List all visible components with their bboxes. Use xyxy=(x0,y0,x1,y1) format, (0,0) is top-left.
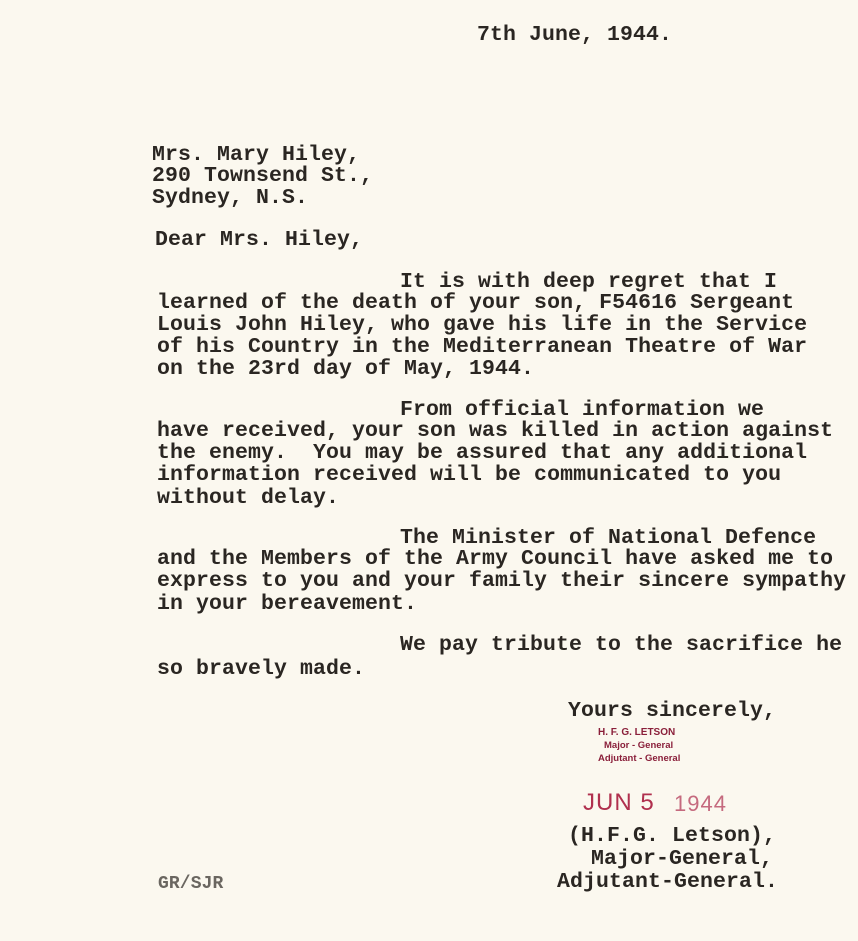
body-line: express to you and your family their sincere sympathy xyxy=(157,569,847,593)
body-line: learned of the death of your son, F54616 Sergeant xyxy=(157,291,795,315)
body-line: so bravely made. xyxy=(157,657,366,681)
body-line: the enemy. You may be assured that any additional xyxy=(157,441,808,465)
address-line: Sydney, N.S. xyxy=(152,186,309,210)
salutation: Dear Mrs. Hiley, xyxy=(155,228,364,252)
body-line: on the 23rd day of May, 1944. xyxy=(157,357,535,381)
stamp-rank: Major - General xyxy=(604,740,674,751)
body-line: The Minister of National Defence xyxy=(400,526,817,550)
signature-title: Adjutant-General. xyxy=(557,870,779,894)
reference-initials: GR/SJR xyxy=(158,874,224,894)
stamp-year: 1944 xyxy=(674,791,727,816)
address-line: 290 Townsend St., xyxy=(152,164,374,188)
body-line: information received will be communicated to you xyxy=(157,463,782,487)
letter-date: 7th June, 1944. xyxy=(477,23,673,47)
stamp-title: Adjutant - General xyxy=(598,753,681,764)
body-line: It is with deep regret that I xyxy=(400,270,778,294)
closing: Yours sincerely, xyxy=(568,699,777,723)
body-line: of his Country in the Mediterranean Theatre of War xyxy=(157,335,808,359)
body-line: have received, your son was killed in action against xyxy=(157,419,834,443)
signature-name: (H.F.G. Letson), xyxy=(568,824,777,848)
body-line: in your bereavement. xyxy=(157,592,418,616)
stamp-month-day: JUN 5 xyxy=(583,789,655,816)
signature-rank: Major-General, xyxy=(591,847,774,871)
body-line: We pay tribute to the sacrifice he xyxy=(400,633,843,657)
body-line: without delay. xyxy=(157,486,340,510)
address-line: Mrs. Mary Hiley, xyxy=(152,143,361,167)
stamp-name: H. F. G. LETSON xyxy=(598,727,676,738)
body-line: and the Members of the Army Council have asked me to xyxy=(157,547,834,571)
body-line: From official information we xyxy=(400,398,765,422)
body-line: Louis John Hiley, who gave his life in the Service xyxy=(157,313,808,337)
